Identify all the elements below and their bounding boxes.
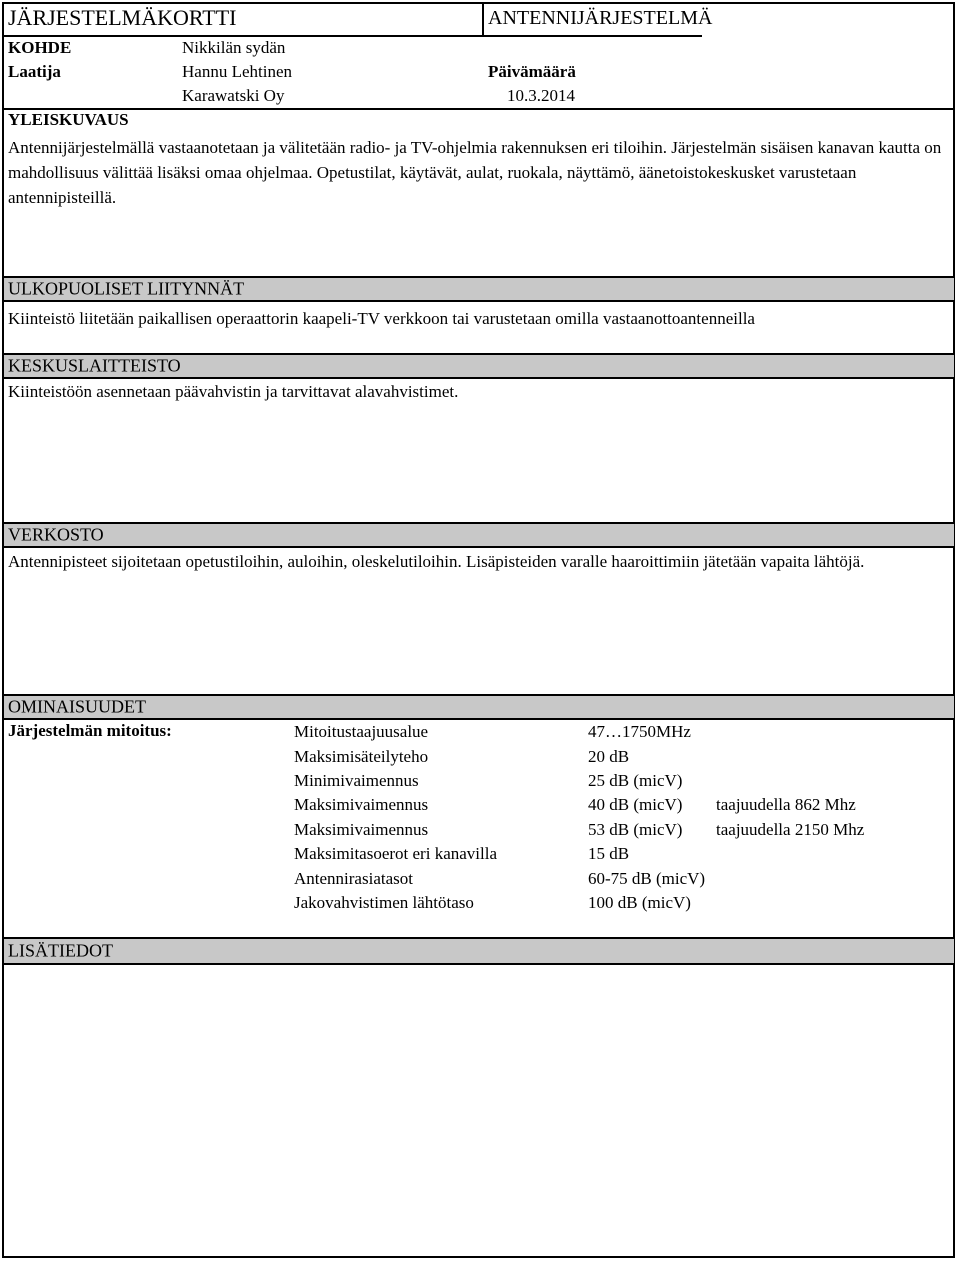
card-title: JÄRJESTELMÄKORTTI: [8, 5, 237, 30]
header-divider: [482, 4, 484, 36]
system-name: ANTENNIJÄRJESTELMÄ: [488, 7, 713, 29]
lisatiedot-title: LISÄTIEDOT: [8, 940, 113, 961]
ominaisuudet-title: OMINAISUUDET: [8, 696, 146, 717]
keskuslaitteisto-header: [4, 353, 954, 379]
property-row: [294, 769, 916, 793]
verkosto-header: [4, 522, 954, 548]
property-value: 47…1750MHz: [588, 722, 691, 742]
property-note: [716, 866, 916, 890]
property-note: [716, 891, 916, 915]
property-name: Maksimivaimennus: [294, 819, 429, 839]
property-name: Antennirasiatasot: [294, 868, 413, 888]
property-name: Maksimisäteilyteho: [294, 746, 429, 766]
property-value: 53 dB (micV): [588, 819, 683, 839]
property-note: [716, 769, 916, 793]
property-name: Minimivaimennus: [294, 770, 419, 790]
property-note: taajuudella 2150 Mhz: [716, 819, 865, 839]
property-name: Mitoitustaajuusalue: [294, 722, 429, 742]
kohde-value: Nikkilän sydän: [182, 38, 286, 57]
property-value: 60-75 dB (micV): [588, 868, 706, 888]
date-label: Päivämäärä: [488, 62, 576, 81]
header-rule: [4, 35, 702, 37]
lisatiedot-header: [4, 937, 954, 965]
verkosto-text: Antennipisteet sijoitetaan opetustiloihin, auloihin, oleskelutiloihin. Lisäpisteiden varalle haaroittimiin jätetään vapaita lähtöjä.: [8, 552, 865, 571]
property-row: [294, 891, 916, 915]
properties-table: [294, 720, 916, 915]
property-note: [716, 842, 916, 866]
property-note: [716, 720, 916, 744]
property-row: [294, 842, 916, 866]
property-name: Maksimivaimennus: [294, 795, 429, 815]
mitoitus-label: Järjestelmän mitoitus:: [8, 721, 172, 740]
yleiskuvaus-title: YLEISKUVAUS: [8, 110, 129, 129]
property-row: [294, 720, 916, 744]
ulkopuoliset-text: Kiinteistö liitetään paikallisen operaattorin kaapeli-TV verkkoon tai varustetaan omilla vastaanottoantenneilla: [8, 309, 755, 328]
kohde-label: KOHDE: [8, 38, 72, 57]
ulkopuoliset-header: [4, 276, 954, 302]
laatija-name: Hannu Lehtinen: [182, 62, 292, 81]
section-rule: [4, 108, 954, 110]
property-value: 40 dB (micV): [588, 795, 683, 815]
ulkopuoliset-title: ULKOPUOLISET LIITYNNÄT: [8, 278, 245, 299]
yleiskuvaus-text: Antennijärjestelmällä vastaanotetaan ja välitetään radio- ja TV-ohjelmia rakennuksen eri tiloihin. Järjestelmän sisäisen kanavan kautta on mahdollisuus välittää lisäksi omaa ohjelmaa. Opetustilat, käytävät, aulat, ruokala, näyttämö, äänetoistokeskusket varustetaan antennipisteillä.: [8, 138, 942, 207]
ominaisuudet-header: [4, 694, 954, 720]
property-name: Jakovahvistimen lähtötaso: [294, 892, 474, 912]
property-value: 100 dB (micV): [588, 892, 691, 912]
property-row: [294, 866, 916, 890]
property-value: 25 dB (micV): [588, 770, 683, 790]
laatija-label: Laatija: [8, 62, 61, 81]
property-note: taajuudella 862 Mhz: [716, 795, 856, 815]
property-name: Maksimitasoerot eri kanavilla: [294, 844, 497, 864]
property-note: [716, 744, 916, 768]
property-value: 20 dB: [588, 746, 630, 766]
verkosto-title: VERKOSTO: [8, 524, 104, 545]
laatija-company: Karawatski Oy: [182, 86, 285, 105]
property-row: [294, 744, 916, 768]
property-row: [294, 793, 916, 817]
keskuslaitteisto-text: Kiinteistöön asennetaan päävahvistin ja tarvittavat alavahvistimet.: [8, 382, 459, 401]
property-row: [294, 818, 916, 842]
property-value: 15 dB: [588, 844, 630, 864]
keskuslaitteisto-title: KESKUSLAITTEISTO: [8, 355, 181, 376]
date-value: 10.3.2014: [507, 86, 575, 105]
